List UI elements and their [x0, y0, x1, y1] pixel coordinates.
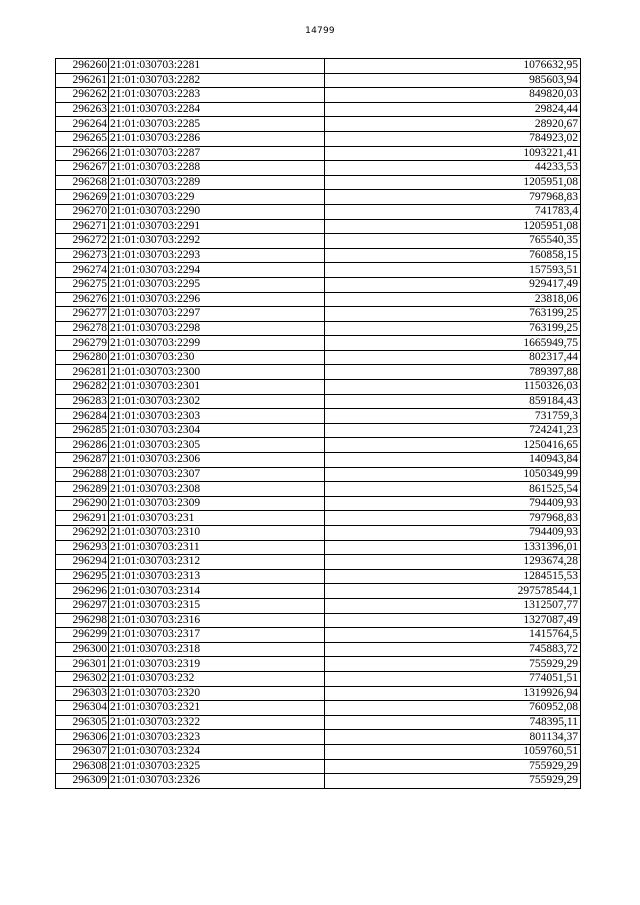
- row-number-cell: 296307: [56, 744, 109, 759]
- cadastral-number-cell: 21:01:030703:230: [109, 350, 325, 365]
- cadastral-value-cell: 849820,03: [325, 88, 581, 103]
- row-number-cell: 296290: [56, 496, 109, 511]
- table-row: [56, 380, 581, 395]
- cadastral-value-cell: 140943,84: [325, 453, 581, 468]
- cadastral-value-cell: 1076632,95: [325, 59, 581, 74]
- cadastral-number-cell: 21:01:030703:2300: [109, 365, 325, 380]
- table-row: [56, 759, 581, 774]
- cadastral-number-cell: 21:01:030703:2285: [109, 117, 325, 132]
- cadastral-number-cell: 21:01:030703:2318: [109, 642, 325, 657]
- row-number-cell: 296270: [56, 204, 109, 219]
- cadastral-value-cell: 760858,15: [325, 248, 581, 263]
- cadastral-value-cell: 859184,43: [325, 394, 581, 409]
- cadastral-value-cell: 1150326,03: [325, 380, 581, 395]
- cadastral-number-cell: 21:01:030703:2311: [109, 540, 325, 555]
- row-number-cell: 296271: [56, 219, 109, 234]
- cadastral-value-cell: 1205951,08: [325, 175, 581, 190]
- table-row: [56, 555, 581, 570]
- table-row: [56, 569, 581, 584]
- cadastral-number-cell: 21:01:030703:2295: [109, 277, 325, 292]
- cadastral-number-cell: 21:01:030703:2290: [109, 204, 325, 219]
- cadastral-number-cell: 21:01:030703:2316: [109, 613, 325, 628]
- table-row: [56, 409, 581, 424]
- table-row: [56, 584, 581, 599]
- row-number-cell: 296303: [56, 686, 109, 701]
- table-row: [56, 701, 581, 716]
- cadastral-value-cell: 794409,93: [325, 496, 581, 511]
- cadastral-number-cell: 21:01:030703:2287: [109, 146, 325, 161]
- cadastral-value-cell: 731759,3: [325, 409, 581, 424]
- cadastral-number-cell: 21:01:030703:2298: [109, 321, 325, 336]
- cadastral-number-cell: 21:01:030703:2292: [109, 234, 325, 249]
- row-number-cell: 296295: [56, 569, 109, 584]
- table-row: [56, 642, 581, 657]
- cadastral-number-cell: 21:01:030703:2320: [109, 686, 325, 701]
- cadastral-value-cell: 789397,88: [325, 365, 581, 380]
- cadastral-value-cell: 724241,23: [325, 423, 581, 438]
- cadastral-number-cell: 21:01:030703:2294: [109, 263, 325, 278]
- row-number-cell: 296287: [56, 453, 109, 468]
- table-row: [56, 715, 581, 730]
- table-row: [56, 482, 581, 497]
- cadastral-value-cell: 1665949,75: [325, 336, 581, 351]
- row-number-cell: 296306: [56, 730, 109, 745]
- cadastral-number-cell: 21:01:030703:2307: [109, 467, 325, 482]
- table-row: [56, 263, 581, 278]
- cadastral-number-cell: 21:01:030703:2310: [109, 526, 325, 541]
- row-number-cell: 296300: [56, 642, 109, 657]
- cadastral-number-cell: 21:01:030703:2283: [109, 88, 325, 103]
- row-number-cell: 296278: [56, 321, 109, 336]
- cadastral-number-cell: 21:01:030703:2297: [109, 307, 325, 322]
- row-number-cell: 296263: [56, 102, 109, 117]
- table-row: [56, 161, 581, 176]
- row-number-cell: 296273: [56, 248, 109, 263]
- cadastral-number-cell: 21:01:030703:2317: [109, 628, 325, 643]
- cadastral-value-cell: 741783,4: [325, 204, 581, 219]
- cadastral-value-cell: 745883,72: [325, 642, 581, 657]
- table-row: [56, 321, 581, 336]
- cadastral-value-cell: 1250416,65: [325, 438, 581, 453]
- row-number-cell: 296292: [56, 526, 109, 541]
- cadastral-number-cell: 21:01:030703:231: [109, 511, 325, 526]
- row-number-cell: 296261: [56, 73, 109, 88]
- cadastral-value-cell: 1205951,08: [325, 219, 581, 234]
- cadastral-value-cell: 1312507,77: [325, 598, 581, 613]
- table-row: [56, 467, 581, 482]
- cadastral-number-cell: 21:01:030703:2296: [109, 292, 325, 307]
- table-row: [56, 102, 581, 117]
- cadastral-number-cell: 21:01:030703:2326: [109, 774, 325, 789]
- table-body: [56, 59, 581, 789]
- table-row: [56, 234, 581, 249]
- cadastral-value-cell: 784923,02: [325, 131, 581, 146]
- cadastral-number-cell: 21:01:030703:2325: [109, 759, 325, 774]
- row-number-cell: 296260: [56, 59, 109, 74]
- row-number-cell: 296282: [56, 380, 109, 395]
- row-number-cell: 296289: [56, 482, 109, 497]
- cadastral-number-cell: 21:01:030703:2282: [109, 73, 325, 88]
- row-number-cell: 296266: [56, 146, 109, 161]
- cadastral-value-cell: 1319926,94: [325, 686, 581, 701]
- row-number-cell: 296280: [56, 350, 109, 365]
- row-number-cell: 296305: [56, 715, 109, 730]
- cadastral-value-cell: 755929,29: [325, 657, 581, 672]
- row-number-cell: 296274: [56, 263, 109, 278]
- table-row: [56, 496, 581, 511]
- table-row: [56, 423, 581, 438]
- cadastral-value-cell: 1050349,99: [325, 467, 581, 482]
- row-number-cell: 296268: [56, 175, 109, 190]
- row-number-cell: 296272: [56, 234, 109, 249]
- cadastral-number-cell: 21:01:030703:2291: [109, 219, 325, 234]
- row-number-cell: 296293: [56, 540, 109, 555]
- row-number-cell: 296299: [56, 628, 109, 643]
- cadastral-number-cell: 21:01:030703:2302: [109, 394, 325, 409]
- row-number-cell: 296301: [56, 657, 109, 672]
- table-row: [56, 511, 581, 526]
- row-number-cell: 296269: [56, 190, 109, 205]
- cadastral-number-cell: 21:01:030703:2305: [109, 438, 325, 453]
- row-number-cell: 296304: [56, 701, 109, 716]
- cadastral-number-cell: 21:01:030703:2309: [109, 496, 325, 511]
- cadastral-value-cell: 157593,51: [325, 263, 581, 278]
- cadastral-number-cell: 21:01:030703:2306: [109, 453, 325, 468]
- table-row: [56, 671, 581, 686]
- cadastral-value-cell: 797968,83: [325, 190, 581, 205]
- cadastral-number-cell: 21:01:030703:2288: [109, 161, 325, 176]
- cadastral-number-cell: 21:01:030703:2289: [109, 175, 325, 190]
- cadastral-value-cell: 760952,08: [325, 701, 581, 716]
- row-number-cell: 296276: [56, 292, 109, 307]
- cadastral-number-cell: 21:01:030703:2284: [109, 102, 325, 117]
- cadastral-value-cell: 1331396,01: [325, 540, 581, 555]
- cadastral-value-cell: 1093221,41: [325, 146, 581, 161]
- row-number-cell: 296298: [56, 613, 109, 628]
- cadastral-value-cell: 1059760,51: [325, 744, 581, 759]
- row-number-cell: 296281: [56, 365, 109, 380]
- table-row: [56, 59, 581, 74]
- cadastral-value-cell: 794409,93: [325, 526, 581, 541]
- table-row: [56, 73, 581, 88]
- table-row: [56, 190, 581, 205]
- row-number-cell: 296296: [56, 584, 109, 599]
- table-row: [56, 248, 581, 263]
- cadastral-number-cell: 21:01:030703:2308: [109, 482, 325, 497]
- table-row: [56, 628, 581, 643]
- cadastral-value-cell: 985603,94: [325, 73, 581, 88]
- table-row: [56, 657, 581, 672]
- cadastral-value-cell: 929417,49: [325, 277, 581, 292]
- row-number-cell: 296294: [56, 555, 109, 570]
- row-number-cell: 296283: [56, 394, 109, 409]
- cadastral-value-cell: 755929,29: [325, 774, 581, 789]
- cadastral-number-cell: 21:01:030703:2324: [109, 744, 325, 759]
- cadastral-value-cell: 763199,25: [325, 321, 581, 336]
- table-row: [56, 307, 581, 322]
- table-row: [56, 350, 581, 365]
- cadastral-value-cell: 28920,67: [325, 117, 581, 132]
- cadastral-number-cell: 21:01:030703:2315: [109, 598, 325, 613]
- cadastral-number-cell: 21:01:030703:2301: [109, 380, 325, 395]
- table-row: [56, 146, 581, 161]
- cadastral-number-cell: 21:01:030703:2313: [109, 569, 325, 584]
- row-number-cell: 296297: [56, 598, 109, 613]
- cadastral-value-cell: 1327087,49: [325, 613, 581, 628]
- cadastral-value-cell: 763199,25: [325, 307, 581, 322]
- page-number: 14799: [305, 26, 335, 36]
- cadastral-value-cell: 755929,29: [325, 759, 581, 774]
- cadastral-value-cell: 774051,51: [325, 671, 581, 686]
- row-number-cell: 296275: [56, 277, 109, 292]
- table-row: [56, 774, 581, 789]
- cadastral-number-cell: 21:01:030703:2323: [109, 730, 325, 745]
- cadastral-number-cell: 21:01:030703:2281: [109, 59, 325, 74]
- cadastral-number-cell: 21:01:030703:2312: [109, 555, 325, 570]
- table-row: [56, 744, 581, 759]
- row-number-cell: 296285: [56, 423, 109, 438]
- cadastral-number-cell: 21:01:030703:2321: [109, 701, 325, 716]
- cadastral-value-cell: 29824,44: [325, 102, 581, 117]
- cadastral-value-cell: 1284515,53: [325, 569, 581, 584]
- table-row: [56, 540, 581, 555]
- table-row: [56, 336, 581, 351]
- cadastral-number-cell: 21:01:030703:2303: [109, 409, 325, 424]
- table-row: [56, 277, 581, 292]
- row-number-cell: 296262: [56, 88, 109, 103]
- row-number-cell: 296302: [56, 671, 109, 686]
- table-row: [56, 730, 581, 745]
- row-number-cell: 296265: [56, 131, 109, 146]
- row-number-cell: 296308: [56, 759, 109, 774]
- table-row: [56, 365, 581, 380]
- table-row: [56, 219, 581, 234]
- cadastral-value-cell: 797968,83: [325, 511, 581, 526]
- cadastral-value-cell: 861525,54: [325, 482, 581, 497]
- table-row: [56, 131, 581, 146]
- cadastral-value-cell: 765540,35: [325, 234, 581, 249]
- cadastral-value-table: [55, 58, 581, 789]
- row-number-cell: 296309: [56, 774, 109, 789]
- cadastral-number-cell: 21:01:030703:2314: [109, 584, 325, 599]
- cadastral-number-cell: 21:01:030703:2293: [109, 248, 325, 263]
- row-number-cell: 296286: [56, 438, 109, 453]
- cadastral-number-cell: 21:01:030703:229: [109, 190, 325, 205]
- cadastral-value-cell: 1293674,28: [325, 555, 581, 570]
- cadastral-number-cell: 21:01:030703:2322: [109, 715, 325, 730]
- cadastral-value-cell: 44233,53: [325, 161, 581, 176]
- table-row: [56, 88, 581, 103]
- table-row: [56, 204, 581, 219]
- cadastral-number-cell: 21:01:030703:2286: [109, 131, 325, 146]
- cadastral-value-cell: 297578544,1: [325, 584, 581, 599]
- table-row: [56, 526, 581, 541]
- row-number-cell: 296267: [56, 161, 109, 176]
- cadastral-value-cell: 23818,06: [325, 292, 581, 307]
- cadastral-number-cell: 21:01:030703:2299: [109, 336, 325, 351]
- row-number-cell: 296277: [56, 307, 109, 322]
- row-number-cell: 296279: [56, 336, 109, 351]
- cadastral-value-cell: 748395,11: [325, 715, 581, 730]
- row-number-cell: 296284: [56, 409, 109, 424]
- cadastral-value-cell: 801134,37: [325, 730, 581, 745]
- row-number-cell: 296264: [56, 117, 109, 132]
- row-number-cell: 296291: [56, 511, 109, 526]
- table-row: [56, 613, 581, 628]
- table-row: [56, 598, 581, 613]
- table-row: [56, 117, 581, 132]
- cadastral-number-cell: 21:01:030703:2304: [109, 423, 325, 438]
- table-row: [56, 453, 581, 468]
- cadastral-value-cell: 802317,44: [325, 350, 581, 365]
- cadastral-number-cell: 21:01:030703:232: [109, 671, 325, 686]
- table-row: [56, 438, 581, 453]
- table-row: [56, 686, 581, 701]
- table-row: [56, 175, 581, 190]
- row-number-cell: 296288: [56, 467, 109, 482]
- table-row: [56, 394, 581, 409]
- cadastral-value-cell: 1415764,5: [325, 628, 581, 643]
- table-row: [56, 292, 581, 307]
- cadastral-number-cell: 21:01:030703:2319: [109, 657, 325, 672]
